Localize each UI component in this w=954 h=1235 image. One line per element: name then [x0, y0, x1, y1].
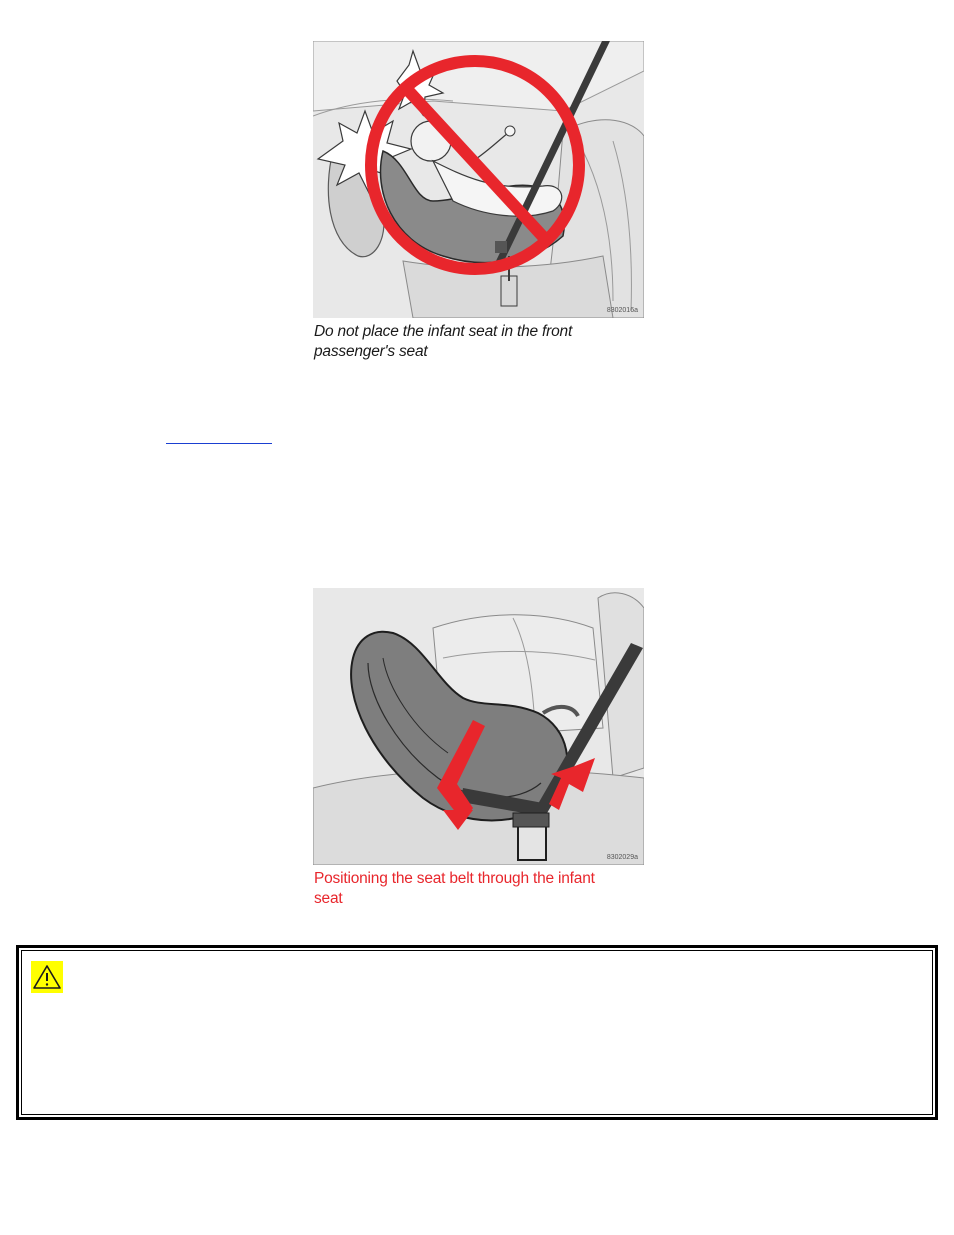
figure-seat-belt-positioning: [313, 588, 644, 865]
figure-caption: [314, 869, 644, 909]
caption-line: passenger's seat: [314, 343, 428, 360]
figure-caption: [314, 322, 644, 362]
illustration-front-seat: [313, 41, 644, 318]
caption-line: seat: [314, 890, 343, 907]
warning-box: [16, 945, 938, 1120]
buckle-icon: [518, 826, 546, 860]
figure-infant-seat-front-prohibited: [313, 41, 644, 318]
figure-code: 8302029a: [606, 854, 638, 861]
warning-triangle-icon: [31, 961, 63, 993]
figure-code: 8302016a: [606, 307, 638, 314]
illustration-belt-routing: [313, 588, 644, 865]
warning-box-inner: [21, 950, 933, 1115]
top-link[interactable]: [166, 428, 272, 444]
caption-line: Positioning the seat belt through the infant: [314, 870, 595, 887]
caption-line: Do not place the infant seat in the front: [314, 323, 573, 340]
